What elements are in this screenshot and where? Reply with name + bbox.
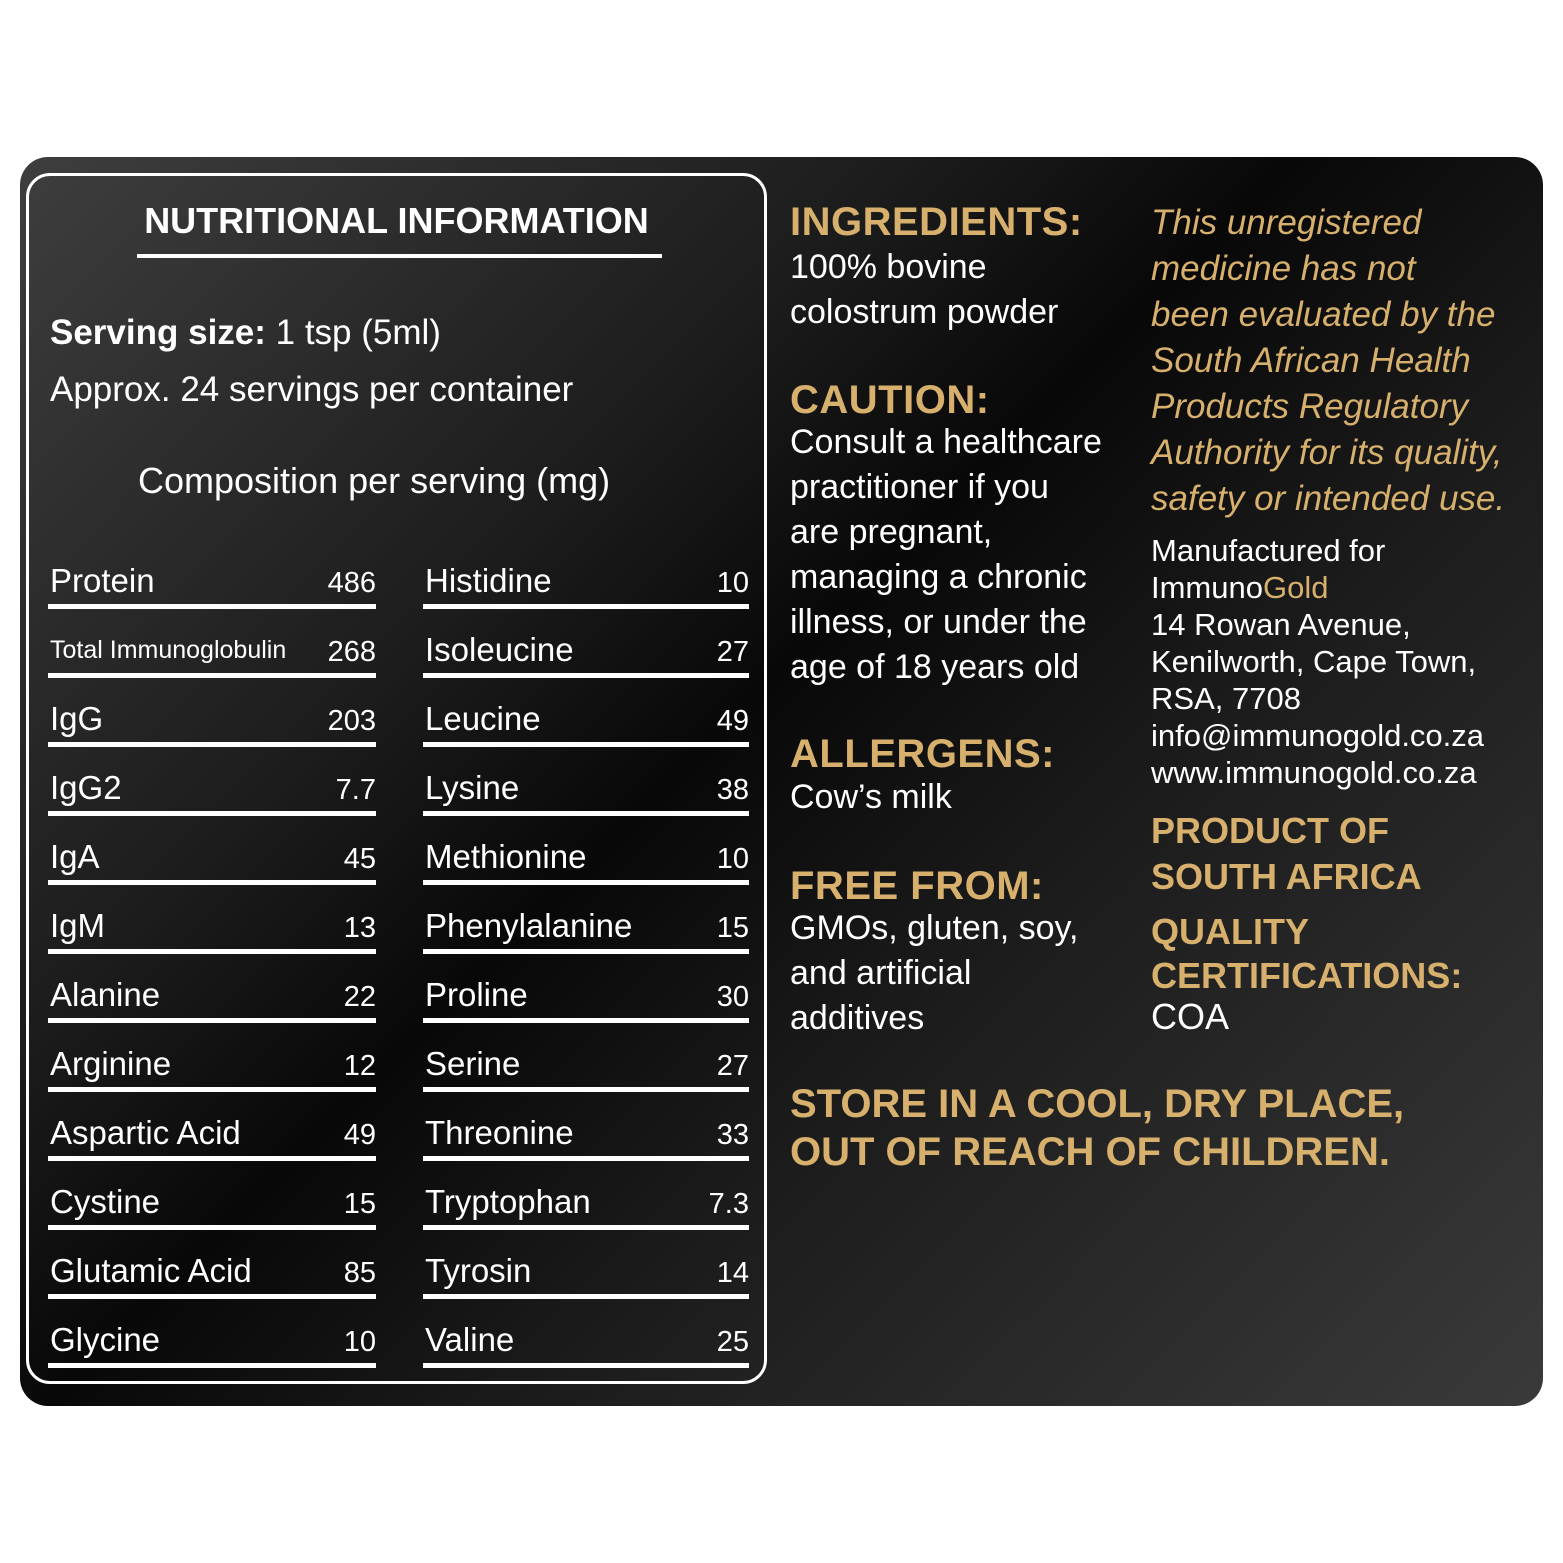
nutrient-value: 33	[716, 1119, 749, 1151]
nutrient-name: Protein	[50, 562, 155, 599]
nutrient-value: 486	[327, 567, 376, 599]
nutrient-row	[423, 1023, 749, 1092]
nutrient-row	[48, 609, 376, 678]
nutrient-value: 85	[343, 1257, 376, 1289]
nutrient-name: Leucine	[425, 700, 541, 737]
nutrient-row	[48, 747, 376, 816]
nutrient-row	[48, 678, 376, 747]
nutrient-name: Serine	[425, 1045, 521, 1082]
nutrient-row	[48, 540, 376, 609]
product-origin: PRODUCT OF SOUTH AFRICA	[1151, 810, 1422, 897]
nutrient-name: Tryptophan	[425, 1183, 591, 1220]
nutrient-name: Isoleucine	[425, 631, 574, 668]
nutrient-row	[48, 954, 376, 1023]
nutrient-row	[423, 1161, 749, 1230]
nutrient-row	[423, 678, 749, 747]
nutrient-name: Glycine	[50, 1321, 161, 1358]
title-underline	[137, 254, 662, 258]
manufacturer-block	[1151, 532, 1484, 791]
nutrient-row	[423, 1230, 749, 1299]
nutrient-value: 10	[343, 1326, 376, 1358]
serving-size-value: 1 tsp (5ml)	[265, 313, 441, 352]
composition-heading: Composition per serving (mg)	[138, 460, 611, 501]
nutrient-value: 27	[716, 1050, 749, 1082]
ingredients-heading: INGREDIENTS:	[790, 200, 1083, 244]
nutrient-name: Arginine	[50, 1045, 172, 1082]
nutrient-name: Aspartic Acid	[50, 1114, 241, 1151]
nutrient-row	[423, 1299, 749, 1368]
quality-value: COA	[1151, 996, 1230, 1037]
nutrient-value: 22	[343, 981, 376, 1013]
serving-size-label: Serving size:	[50, 313, 266, 352]
servings-per-container: Approx. 24 servings per container	[50, 370, 574, 409]
nutrient-row	[48, 816, 376, 885]
nutrient-value: 7.7	[335, 774, 376, 806]
allergens-body: Cow’s milk	[790, 778, 952, 816]
nutrient-row	[48, 1299, 376, 1368]
serving-size	[50, 313, 441, 353]
nutrient-name: Total Immunoglobulin	[50, 636, 287, 664]
nutrient-row	[423, 609, 749, 678]
address-line-3: RSA, 7708	[1151, 681, 1301, 716]
nutrition-column-left	[48, 540, 376, 1368]
brand-name-part2: Gold	[1262, 570, 1329, 605]
nutrient-value: 49	[716, 705, 749, 737]
nutrient-value: 14	[716, 1257, 749, 1289]
nutrient-row	[48, 1230, 376, 1299]
nutrient-value: 10	[716, 567, 749, 599]
nutrient-value: 38	[716, 774, 749, 806]
caution-heading: CAUTION:	[790, 378, 990, 422]
nutrient-name: Methionine	[425, 838, 587, 875]
nutrient-name: Valine	[425, 1321, 515, 1358]
manufacturer-intro: Manufactured for	[1151, 533, 1386, 568]
nutrient-name: Lysine	[425, 769, 520, 806]
address-line-1: 14 Rowan Avenue,	[1151, 607, 1411, 642]
quality-heading: QUALITY CERTIFICATIONS:	[1151, 911, 1463, 996]
nutrient-value: 10	[716, 843, 749, 875]
nutrient-name: Phenylalanine	[425, 907, 633, 944]
nutrient-name: IgA	[50, 838, 100, 875]
nutrient-value: 27	[716, 636, 749, 668]
nutrient-value: 203	[327, 705, 376, 737]
nutrient-row	[423, 816, 749, 885]
nutrient-row	[423, 885, 749, 954]
nutrient-value: 13	[343, 912, 376, 944]
nutrient-name: IgG2	[50, 769, 122, 806]
nutrient-value: 268	[327, 636, 376, 668]
nutrient-name: Glutamic Acid	[50, 1252, 252, 1289]
nutrient-row	[423, 954, 749, 1023]
nutrient-name: Proline	[425, 976, 528, 1013]
nutrient-name: Alanine	[50, 976, 161, 1013]
nutrition-column-right	[423, 540, 749, 1368]
website: www.immunogold.co.za	[1151, 755, 1477, 790]
nutrient-value: 7.3	[708, 1188, 749, 1220]
allergens-heading: ALLERGENS:	[790, 732, 1055, 776]
nutrient-name: Threonine	[425, 1114, 574, 1151]
nutrient-row	[423, 747, 749, 816]
nutrient-row	[48, 1161, 376, 1230]
contact-email: info@immunogold.co.za	[1151, 718, 1485, 753]
nutrient-name: Tyrosin	[425, 1252, 532, 1289]
nutrition-title: NUTRITIONAL INFORMATION	[144, 200, 649, 241]
brand-name	[1151, 569, 1484, 606]
brand-name-part1: Immuno	[1151, 570, 1263, 605]
nutrient-value: 15	[716, 912, 749, 944]
nutrient-value: 45	[343, 843, 376, 875]
free-from-body: GMOs, gluten, soy, and artificial additives	[790, 909, 1079, 1037]
ingredients-body: 100% bovine colostrum powder	[790, 248, 1059, 331]
nutrient-row	[48, 885, 376, 954]
nutrient-value: 15	[343, 1188, 376, 1220]
nutrient-name: IgM	[50, 907, 106, 944]
regulatory-disclaimer: This unregistered medicine has not been evaluated by the South African Health Products Regulatory Authority for its quality, safety or intended use.	[1151, 203, 1506, 518]
nutrient-row	[48, 1023, 376, 1092]
address-line-2: Kenilworth, Cape Town,	[1151, 644, 1477, 679]
nutrient-row	[423, 1092, 749, 1161]
storage-warning: STORE IN A COOL, DRY PLACE, OUT OF REACH OF CHILDREN.	[790, 1082, 1405, 1174]
nutrient-value: 49	[343, 1119, 376, 1151]
nutrient-name: IgG	[50, 700, 104, 737]
free-from-heading: FREE FROM:	[790, 864, 1044, 908]
nutrient-value: 30	[716, 981, 749, 1013]
nutrient-value: 12	[343, 1050, 376, 1082]
nutrient-name: Histidine	[425, 562, 552, 599]
caution-body: Consult a healthcare practitioner if you are pregnant, managing a chronic illness, or under the age of 18 years old	[790, 423, 1102, 686]
nutrient-row	[423, 540, 749, 609]
nutrient-name: Cystine	[50, 1183, 161, 1220]
nutrient-value: 25	[716, 1326, 749, 1358]
nutrient-row	[48, 1092, 376, 1161]
